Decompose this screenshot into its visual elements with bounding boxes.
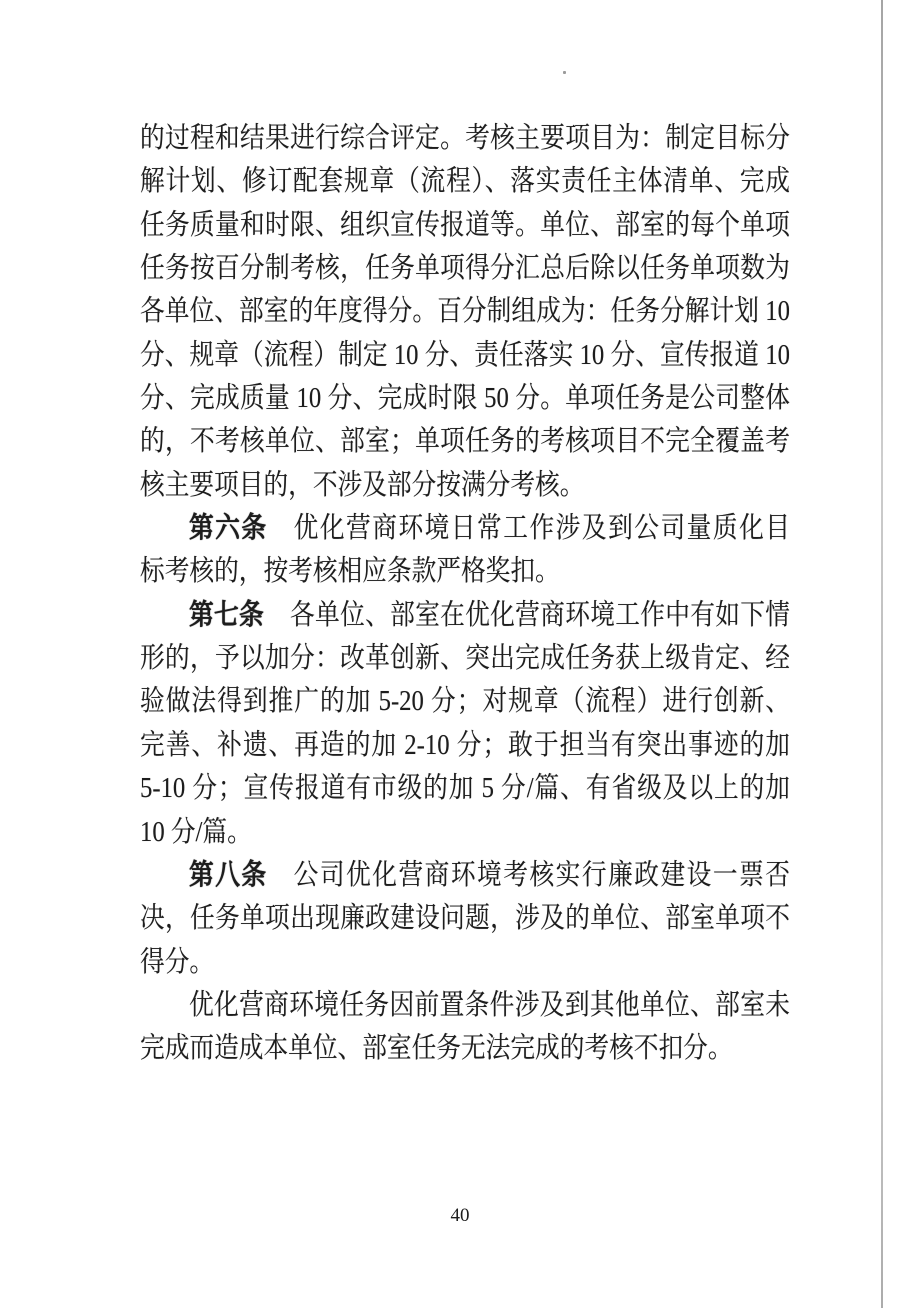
line-text: 任务按百分制考核，任务单项得分汇总后除以任务单项数为 — [140, 252, 790, 285]
line-text: 各单位、部室的年度得分。百分制组成为：任务分解计划 10 — [140, 296, 790, 328]
document-text-block — [140, 117, 790, 1071]
text-line-content — [140, 247, 790, 290]
text-line-content — [140, 290, 790, 333]
text-line — [140, 117, 790, 160]
line-text: 的，不考核单位、部室；单项任务的考核项目不完全覆盖考 — [140, 426, 790, 458]
line-text: 形的，予以加分：改革创新、突出完成任务获上级肯定、经 — [140, 642, 790, 675]
line-text: 完成而造成本单位、部室任务无法完成的考核不扣分。 — [140, 1033, 733, 1065]
line-text: 公司优化营商环境考核实行廉政建设一票否 — [293, 859, 790, 891]
page-number: 40 — [450, 1205, 470, 1226]
text-line — [140, 724, 790, 767]
line-text: 10 分/篇。 — [140, 816, 252, 848]
text-line — [140, 550, 790, 593]
text-line — [140, 811, 790, 854]
line-text: 验做法得到推广的加 5-20 分；对规章（流程）进行创新、 — [140, 686, 790, 718]
scan-speck — [563, 71, 566, 74]
line-text: 任务质量和时限、组织宣传报道等。单位、部室的每个单项 — [140, 209, 790, 241]
text-line-content — [140, 984, 790, 1027]
text-line — [140, 507, 790, 550]
text-line — [140, 854, 790, 897]
text-line-content — [140, 420, 790, 463]
text-line — [140, 160, 790, 203]
text-line-content — [140, 464, 790, 507]
text-line-content — [140, 680, 790, 723]
text-line-content — [140, 767, 790, 810]
text-line — [140, 897, 790, 940]
text-line — [140, 290, 790, 333]
text-line-content — [140, 811, 790, 854]
text-line — [140, 637, 790, 680]
text-line — [140, 377, 790, 420]
text-line — [140, 767, 790, 810]
text-line-content — [140, 160, 790, 203]
line-text: 标考核的，按考核相应条款严格奖扣。 — [140, 556, 560, 588]
text-line-content — [140, 724, 790, 767]
article-number: 第六条 — [189, 512, 268, 545]
line-text: 5-10 分；宣传报道有市级的加 5 分/篇、有省级及以上的加 — [140, 772, 790, 805]
text-line-content — [140, 594, 790, 637]
line-text: 核主要项目的，不涉及部分按满分考核。 — [140, 469, 585, 501]
text-line-content — [140, 1027, 790, 1070]
text-line — [140, 941, 790, 984]
text-line — [140, 1027, 790, 1070]
line-text: 各单位、部室在优化营商环境工作中有如下情 — [290, 599, 790, 631]
text-line — [140, 420, 790, 463]
text-line-content — [140, 117, 790, 160]
line-text: 解计划、修订配套规章（流程）、落实责任主体清单、完成 — [140, 166, 790, 198]
line-text: 得分。 — [140, 946, 215, 978]
text-line-content — [140, 854, 790, 897]
line-text: 分、完成质量 10 分、完成时限 50 分。单项任务是公司整体 — [140, 382, 790, 415]
text-line-content — [140, 334, 790, 377]
line-text: 的过程和结果进行综合评定。考核主要项目为：制定目标分 — [140, 122, 790, 155]
text-line-content — [140, 204, 790, 247]
line-text: 优化营商环境任务因前置条件涉及到其他单位、部室未 — [189, 989, 790, 1022]
text-line — [140, 334, 790, 377]
article-number: 第七条 — [189, 599, 265, 631]
text-line — [140, 680, 790, 723]
text-line — [140, 594, 790, 637]
line-text: 决，任务单项出现廉政建设问题，涉及的单位、部室单项不 — [140, 903, 790, 935]
text-line-content — [140, 897, 790, 940]
text-line-content — [140, 941, 790, 984]
text-line-content — [140, 550, 790, 593]
text-line-content — [140, 377, 790, 420]
line-text: 分、规章（流程）制定 10 分、责任落实 10 分、宣传报道 10 — [140, 339, 790, 371]
text-line — [140, 247, 790, 290]
text-line — [140, 984, 790, 1027]
line-text: 完善、补遗、再造的加 2-10 分；敢于担当有突出事迹的加 — [140, 729, 790, 761]
text-line-content — [140, 637, 790, 680]
text-line-content — [140, 507, 790, 550]
line-text: 优化营商环境日常工作涉及到公司量质化目 — [293, 512, 790, 545]
text-line — [140, 464, 790, 507]
text-line — [140, 204, 790, 247]
scan-artifact-line — [881, 0, 883, 1308]
article-number: 第八条 — [189, 859, 268, 891]
